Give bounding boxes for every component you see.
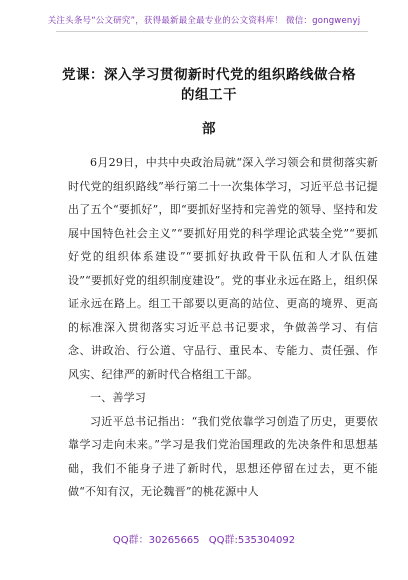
footer	[0, 531, 408, 546]
document-title-line-1: 党课：深入学习贯彻新时代党的组织路线做合格的组工干	[62, 67, 356, 103]
document-title-line-2: 部	[202, 121, 216, 137]
document-body	[68, 151, 378, 504]
body-paragraph: 6月29日，中共中央政治局就“深入学习领会和贯彻落实新时代党的组织路线”举行第二十一次集体学习，习近平总书记提出了五个“要抓好”，即“要抓好坚持和完善党的领导、坚持和发展中国特色社会主义”“要抓好用党的科学理论武装全党”“要抓好党的组织体系建设”“要抓好执政骨干队伍和人才队伍建设”“要抓好党的组织制度建设”。党的事业永远在路上，组织保证永远在路上。组工干部要以更高的站位、更高的境界、更高的标准深入贯彻落实习近平总书记要求，争做善学习、有信念、讲政治、行公道、守品行、重民本、专能力、责任强、作风实、纪律严的新时代合格组工干部。	[68, 156, 378, 381]
footer-qq-group-1: QQ群：30265665	[112, 535, 200, 546]
body-paragraph: 习近平总书记指出：“我们党依靠学习创造了历史，更要依靠学习走向未来。”学习是我们党治国理政的先决条件和思想基础，我们不能身子进了新时代，思想还停留在过去，更不能做“不知有汉，无论魏晋”的桃花源中人	[68, 414, 378, 498]
section-heading: 一、善学习	[90, 391, 146, 404]
header-divider	[56, 31, 368, 32]
header-banner: 关注头条号“公文研究”，获得最新最全最专业的公文资料库！ 微信：gongwenyj	[47, 16, 361, 26]
footer-qq-group-2: QQ群:535304092	[208, 535, 296, 546]
